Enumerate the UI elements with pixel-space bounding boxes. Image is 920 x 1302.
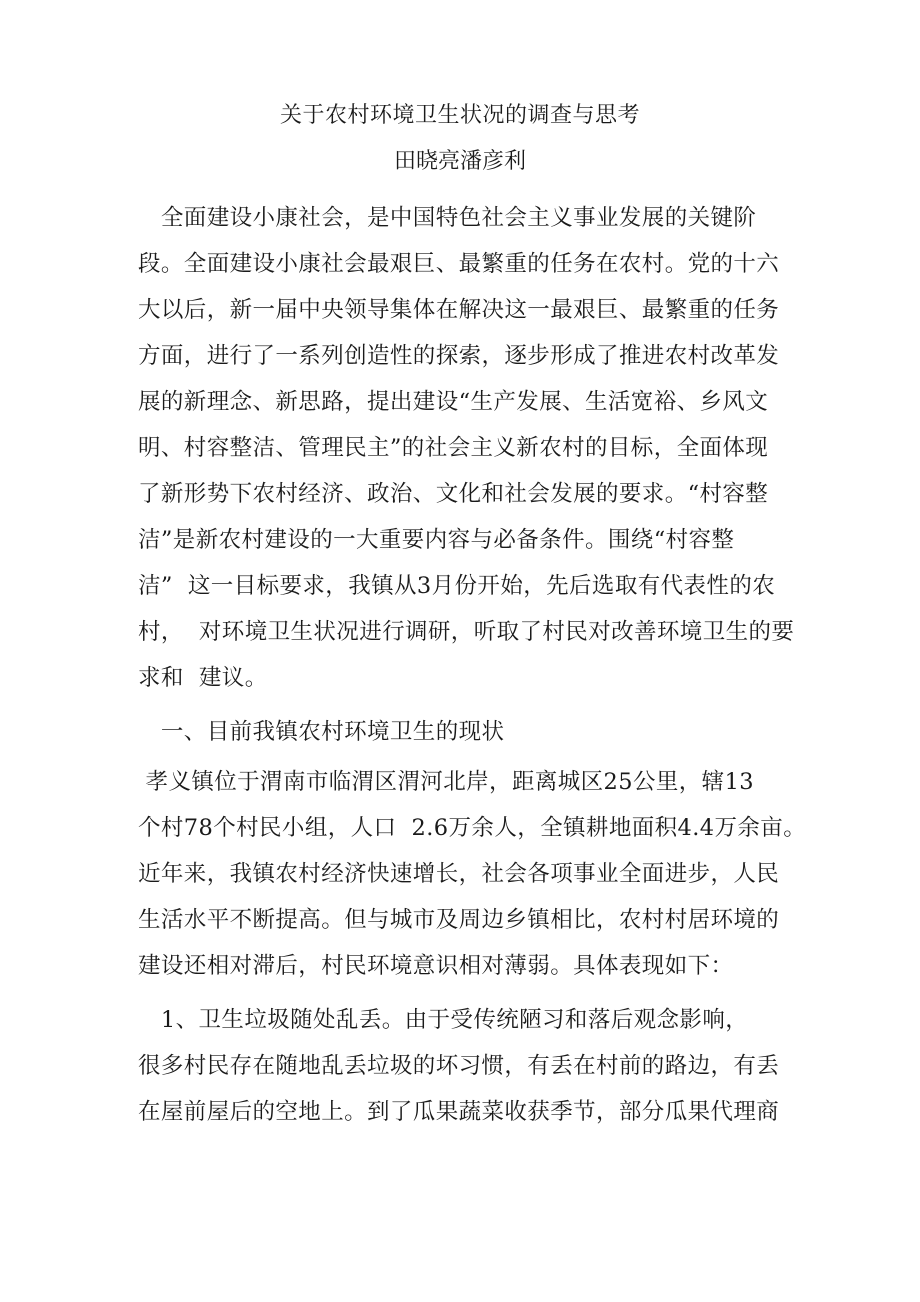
- body-line: 在屋前屋后的空地上。到了瓜果蔬菜收获季节，部分瓜果代理商: [138, 1099, 780, 1125]
- body-line: 孝义镇位于渭南市临渭区渭河北岸，距离城区25公里，辖13: [138, 769, 755, 795]
- section-heading: 一、目前我镇农村环境卫生的现状: [138, 719, 505, 745]
- document-authors: 田晓亮潘彦利: [393, 149, 526, 174]
- body-line: 个村78个村民小组，人口 2.6万余人，全镇耕地面积4.4万余亩。: [138, 815, 807, 841]
- body-line: 全面建设小康社会，是中国特色社会主义事业发展的关键阶: [138, 205, 757, 231]
- body-line: 展的新理念、新思路，提出建设“生产发展、生活宽裕、乡风文: [138, 389, 769, 415]
- body-line: 很多村民存在随地乱丢垃圾的坏习惯，有丢在村前的路边，有丢: [138, 1053, 780, 1079]
- body-line: 段。全面建设小康社会最艰巨、最繁重的任务在农村。党的十六: [138, 251, 780, 277]
- body-line: 明、村容整洁、管理民主”的社会主义新农村的目标，全面体现: [138, 435, 769, 461]
- body-line: 建设还相对滞后，村民环境意识相对薄弱。具体表现如下：: [138, 953, 734, 979]
- body-line: 洁”是新农村建设的一大重要内容与必备条件。围绕“村容整: [138, 527, 735, 553]
- body-line: 大以后，新一届中央领导集体在解决这一最艰巨、最繁重的任务: [138, 297, 780, 323]
- body-line: 生活水平不断提高。但与城市及周边乡镇相比，农村村居环境的: [138, 907, 780, 933]
- body-line: 了新形势下农村经济、政治、文化和社会发展的要求。“村容整: [138, 481, 769, 507]
- body-line: 方面，进行了一系列创造性的探索，逐步形成了推进农村改革发: [138, 343, 780, 369]
- body-line: 近年来，我镇农村经济快速增长，社会各项事业全面进步，人民: [138, 861, 780, 887]
- body-line: 求和 建议。: [138, 665, 268, 691]
- body-line: 1、卫生垃圾随处乱丢。由于受传统陋习和落后观念影响，: [138, 1007, 749, 1033]
- body-line: 洁” 这一目标要求，我镇从3月份开始，先后选取有代表性的农: [138, 573, 776, 599]
- body-line: 村， 对环境卫生状况进行调研，听取了村民对改善环境卫生的要: [138, 619, 795, 645]
- document-title: 关于农村环境卫生状况的调查与思考: [279, 103, 640, 128]
